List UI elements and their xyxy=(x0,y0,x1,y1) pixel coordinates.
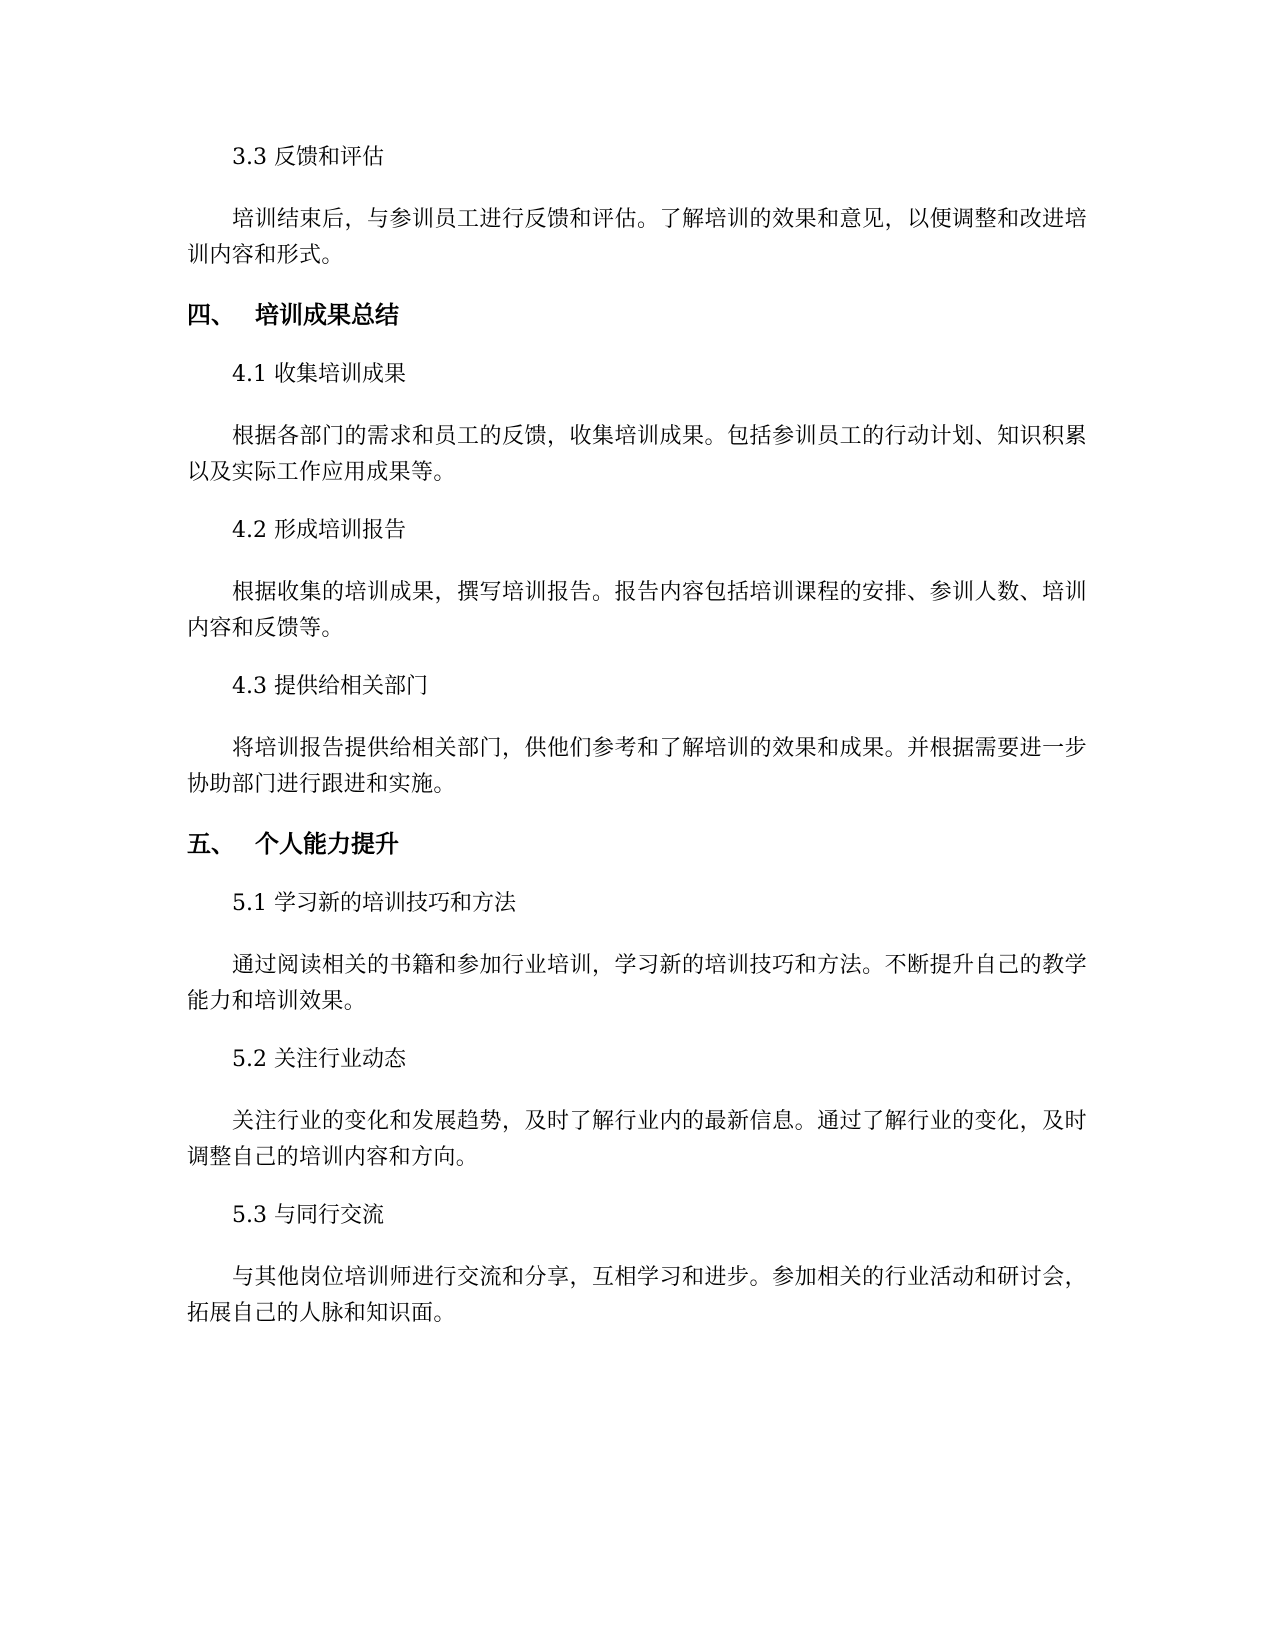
subheading-3-3: 3.3 反馈和评估 xyxy=(232,145,384,170)
section-title-4: 培训成果总结 xyxy=(255,301,399,329)
section-heading-4 xyxy=(187,298,1087,332)
section-number-5: 五、 xyxy=(187,830,235,858)
paragraph-4-3: 将培训报告提供给相关部门，供他们参考和了解培训的效果和成果。并根据需要进一步协助部门进行跟进和实施。 xyxy=(187,736,1087,797)
subheading-5-2: 5.2 关注行业动态 xyxy=(232,1047,406,1072)
subheading-5-1: 5.1 学习新的培训技巧和方法 xyxy=(232,891,516,916)
section-title-5: 个人能力提升 xyxy=(255,830,399,858)
subheading-5-3: 5.3 与同行交流 xyxy=(232,1203,384,1228)
document-content xyxy=(187,142,1087,1356)
section-heading-5 xyxy=(187,827,1087,861)
paragraph-5-1: 通过阅读相关的书籍和参加行业培训，学习新的培训技巧和方法。不断提升自己的教学能力和培训效果。 xyxy=(187,953,1087,1014)
subheading-4-2: 4.2 形成培训报告 xyxy=(232,518,406,543)
paragraph-3-3: 培训结束后，与参训员工进行反馈和评估。了解培训的效果和意见，以便调整和改进培训内容和形式。 xyxy=(187,207,1087,268)
paragraph-5-2: 关注行业的变化和发展趋势，及时了解行业内的最新信息。通过了解行业的变化，及时调整自己的培训内容和方向。 xyxy=(187,1109,1087,1170)
subheading-4-3: 4.3 提供给相关部门 xyxy=(232,674,428,699)
section-number-4: 四、 xyxy=(187,301,235,329)
paragraph-4-2: 根据收集的培训成果，撰写培训报告。报告内容包括培训课程的安排、参训人数、培训内容和反馈等。 xyxy=(187,580,1087,641)
paragraph-4-1: 根据各部门的需求和员工的反馈，收集培训成果。包括参训员工的行动计划、知识积累以及实际工作应用成果等。 xyxy=(187,424,1087,485)
subheading-4-1: 4.1 收集培训成果 xyxy=(232,362,406,387)
paragraph-5-3: 与其他岗位培训师进行交流和分享，互相学习和进步。参加相关的行业活动和研讨会，拓展自己的人脉和知识面。 xyxy=(187,1265,1087,1326)
